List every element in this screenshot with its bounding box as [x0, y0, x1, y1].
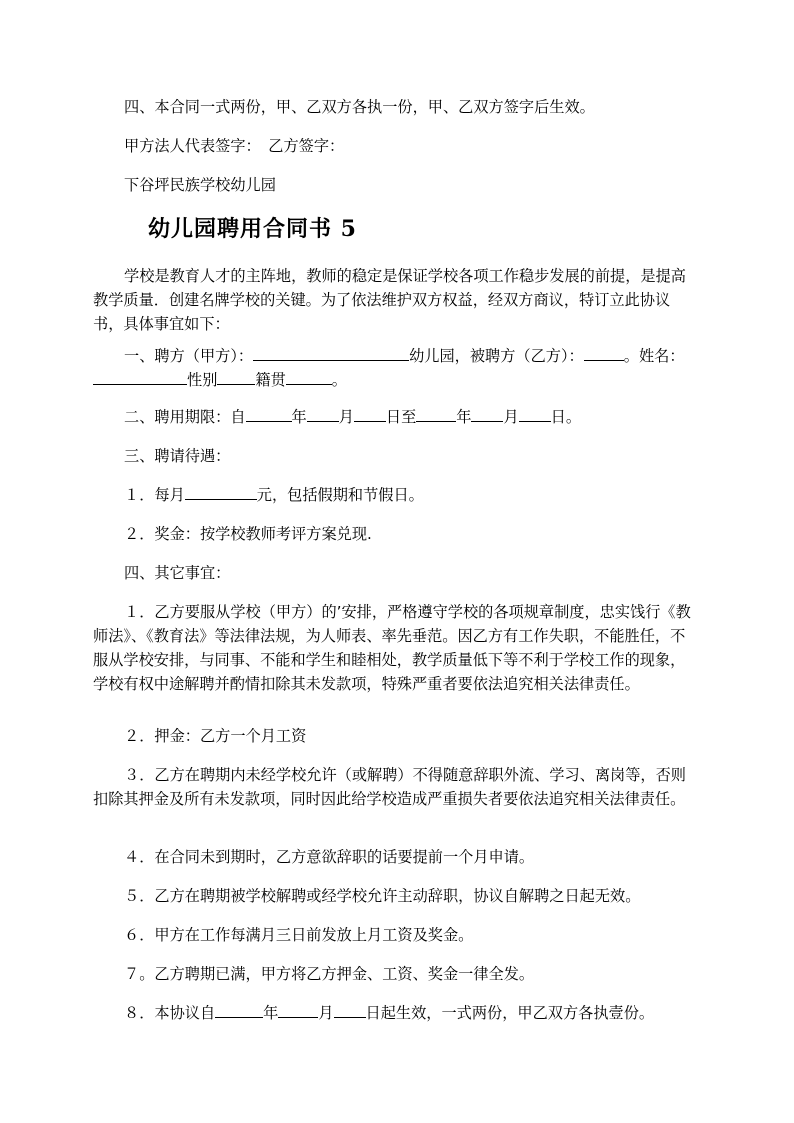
section-3-item-1	[93, 483, 697, 507]
day-to-label: 日至	[385, 408, 417, 426]
section-2-term	[93, 405, 697, 429]
blank-employer[interactable]	[253, 346, 409, 361]
section-4-item-7: ７。乙方聘期已满，甲方将乙方押金、工资、奖金一律全发。	[124, 965, 535, 983]
hometown-label: 籍贯	[255, 371, 286, 389]
blank-hometown[interactable]	[286, 370, 332, 385]
gender-label: 性别	[187, 371, 218, 389]
blank-effective-day[interactable]	[334, 1003, 366, 1018]
section-4-heading: 四、其它事宜：	[124, 564, 231, 582]
section-4-item-4: ４．在合同未到期时，乙方意欲辞职的话要提前一个月申请。	[124, 848, 535, 866]
section-4-item-2: ２．押金：乙方一个月工资	[124, 727, 307, 745]
year-label: 年	[291, 408, 307, 426]
section-1-label: 一、聘方（甲方）：	[124, 347, 254, 365]
blank-end-day[interactable]	[519, 407, 551, 422]
section-4-item-5: ５．乙方在聘期被学校解聘或经学校允许主动辞职，协议自解聘之日起无效。	[124, 887, 641, 905]
signature-line: 甲方法人代表签字： 乙方签字：	[124, 137, 345, 155]
day-end-label: 日。	[550, 408, 581, 426]
blank-start-year[interactable]	[246, 407, 292, 422]
term-label: 二、聘用期限：自	[124, 408, 246, 426]
blank-effective-month[interactable]	[278, 1003, 318, 1018]
section-3-heading: 三、聘请待遇：	[124, 447, 231, 465]
blank-employee[interactable]	[584, 346, 624, 361]
section-1-parties	[93, 344, 697, 392]
blank-start-day[interactable]	[354, 407, 386, 422]
name-label: 。姓名：	[623, 347, 685, 365]
monthly-label: １．每月	[124, 486, 185, 504]
blank-effective-year[interactable]	[215, 1003, 263, 1018]
blank-end-year[interactable]	[416, 407, 456, 422]
contract-title: 幼儿园聘用合同书 5	[148, 216, 357, 242]
blank-name[interactable]	[93, 370, 187, 385]
school-name-line: 下谷坪民族学校幼儿园	[124, 176, 276, 194]
salary-text: 元，包括假期和节假日。	[256, 486, 424, 504]
section-4-item-3: ３．乙方在聘期内未经学校允许（或解聘）不得随意辞职外流、学习、离岗等，否则扣除其押金及所有未发款项，同时因此给学校造成严重损失者要依法追究相关法律责任。	[93, 766, 686, 808]
month-label: 月	[338, 408, 354, 426]
month-label-2: 月	[503, 408, 519, 426]
kindergarten-text: 幼儿园，被聘方（乙方）：	[409, 347, 584, 365]
section-4-item-6: ６．甲方在工作每满月三日前发放上月工资及奖金。	[124, 926, 474, 944]
year-label-2: 年	[456, 408, 472, 426]
section-3-item-2: ２．奖金：按学校教师考评方案兑现.	[124, 525, 372, 543]
clause-copies-paragraph: 四、本合同一式两份，甲、乙双方各执一份，甲、乙双方签字后生效。	[124, 98, 595, 116]
section-4-item-1: １．乙方要服从学校（甲方）的’安排，严格遵守学校的各项规章制度，忠实饯行《教师法》、《教育法》等法律法规，为人师表、率先垂范。因乙方有工作失职，不能胜任，不服从学校安排，与同事、不能和学生和睦相处，教学质量低下等不利于学校工作的现象，学校有权中途解聘并酌情扣除其未发款项，特殊严重者要依法追究相关法律责任。	[93, 603, 691, 693]
month-label-3: 月	[318, 1004, 334, 1022]
year-label-3: 年	[263, 1004, 279, 1022]
blank-gender[interactable]	[217, 370, 255, 385]
section-4-item-8	[93, 1001, 697, 1025]
section-1-end: 。	[331, 371, 347, 389]
blank-end-month[interactable]	[471, 407, 503, 422]
effective-text: 日起生效，一式两份，甲乙双方各执壹份。	[365, 1004, 655, 1022]
blank-monthly-salary[interactable]	[185, 485, 257, 500]
blank-start-month[interactable]	[307, 407, 339, 422]
effective-label: ８．本协议自	[124, 1004, 216, 1022]
intro-paragraph: 学校是教育人才的主阵地，教师的稳定是保证学校各项工作稳步发展的前提，是提高教学质量．创建名牌学校的关键。为了依法维护双方权益，经双方商议，特订立此协议书，具体事宜如下：	[93, 267, 686, 333]
